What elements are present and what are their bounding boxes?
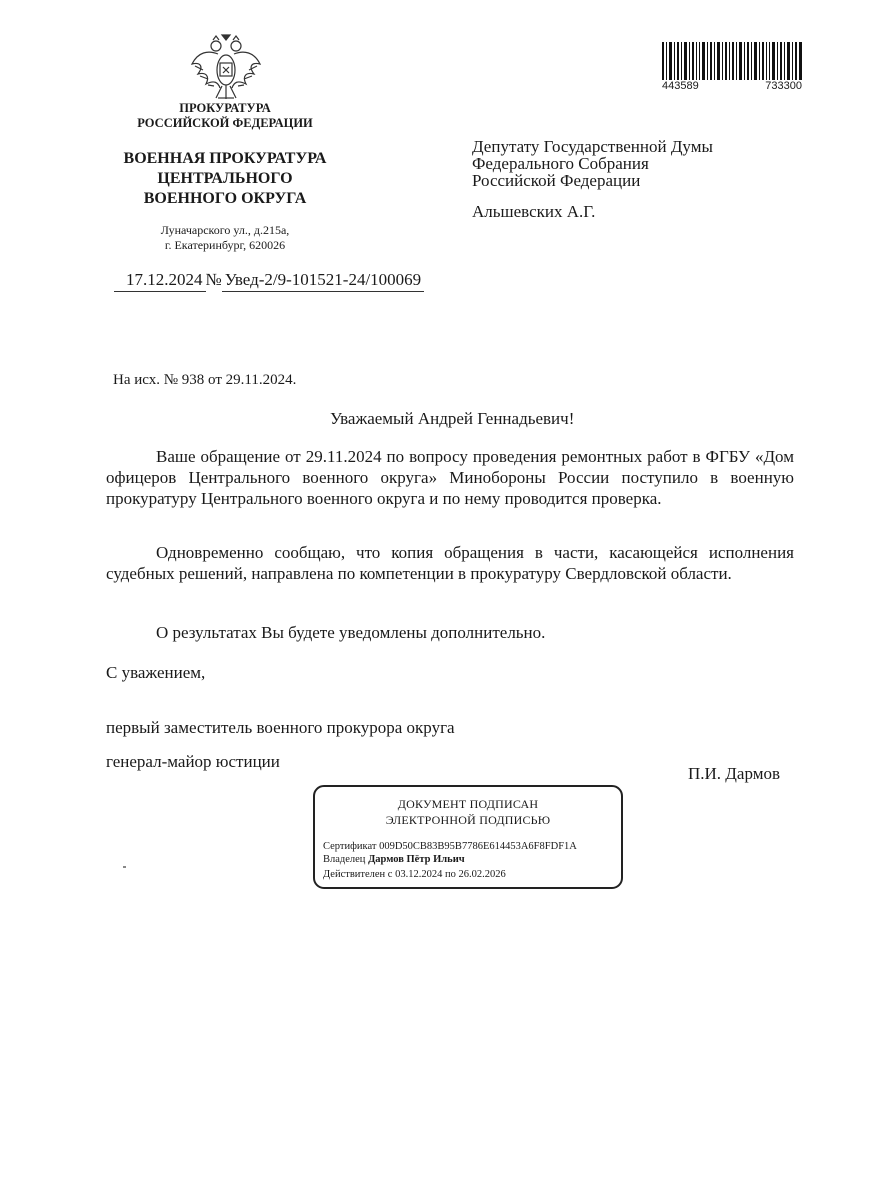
dept-line-2: ЦЕНТРАЛЬНОГО <box>157 170 293 187</box>
closing: С уважением, <box>106 663 206 682</box>
valid-from: 03.12.2024 <box>395 869 443 880</box>
reference-line: На исх. № 938 от 29.11.2024. <box>113 372 297 388</box>
paragraph-2 <box>106 542 794 584</box>
scan-speck <box>123 866 126 868</box>
address-line-2: г. Екатеринбург, 620026 <box>164 238 286 252</box>
paragraph-3-text: О результатах Вы будете уведомлены дополнительно. <box>156 623 546 642</box>
greeting: Уважаемый Андрей Геннадьевич! <box>330 409 575 428</box>
stamp-heading-line-1: ДОКУМЕНТ ПОДПИСАН <box>397 797 539 811</box>
barcode-right-number: 733300 <box>765 80 802 92</box>
sender-address <box>100 223 350 253</box>
electronic-signature-stamp <box>313 785 623 889</box>
barcode-numbers <box>662 80 802 92</box>
owner-label: Владелец <box>323 854 366 865</box>
signer-position-line-1: первый заместитель военного прокурора округа <box>106 718 455 737</box>
organization-name <box>100 101 350 131</box>
paragraph-1-text: Ваше обращение от 29.11.2024 по вопросу проведения ремонтных работ в ФГБУ «Дом офицеров Центрального военного округа» Минобороны России поступило в военную прокуратуру Центрального военного округа и по нему проводится проверка. <box>106 447 794 508</box>
stamp-certificate <box>323 841 577 852</box>
number-sign: № <box>205 270 222 289</box>
barcode-icon <box>662 42 802 84</box>
org-line-2: РОССИЙСКОЙ ФЕДЕРАЦИИ <box>137 116 313 130</box>
registration-number: Увед-2/9-101521-24/100069 <box>222 270 424 292</box>
barcode-left-number: 443589 <box>662 80 699 92</box>
registration-line <box>114 270 424 292</box>
dept-line-3: ВОЕННОГО ОКРУГА <box>143 190 307 207</box>
valid-to: 26.02.2026 <box>458 869 506 880</box>
recipient-line-2: Федерального Собрания <box>472 154 649 173</box>
valid-from-prefix: с <box>387 869 393 880</box>
paragraph-1 <box>106 446 794 509</box>
org-line-1: ПРОКУРАТУРА <box>179 101 271 115</box>
cert-label: Сертификат <box>323 841 377 852</box>
recipient-line-3: Российской Федерации <box>472 171 641 190</box>
stamp-heading <box>315 796 621 828</box>
valid-label: Действителен <box>323 869 386 880</box>
owner-value: Дармов Пётр Ильич <box>368 854 465 865</box>
valid-to-prefix: по <box>444 869 456 880</box>
signer-position-line-2: генерал-майор юстиции <box>106 752 280 771</box>
paragraph-2-text: Одновременно сообщаю, что копия обращения в части, касающейся исполнения судебных решений, направлена по компетенции в прокуратуру Свердловской области. <box>106 543 794 583</box>
stamp-heading-line-2: ЭЛЕКТРОННОЙ ПОДПИСЬЮ <box>385 813 551 827</box>
recipient-line-1: Депутату Государственной Думы <box>472 137 713 156</box>
recipient-title <box>472 138 713 189</box>
stamp-owner <box>323 854 465 865</box>
dept-line-1: ВОЕННАЯ ПРОКУРАТУРА <box>123 150 327 167</box>
stamp-validity <box>323 869 506 880</box>
recipient-name: Альшевских А.Г. <box>472 202 596 221</box>
paragraph-3 <box>106 622 794 643</box>
signer-name: П.И. Дармов <box>688 764 780 783</box>
letter-date: 17.12.2024 <box>114 270 206 292</box>
state-emblem-icon <box>188 30 264 106</box>
department-name <box>100 149 350 209</box>
address-line-1: Луначарского ул., д.215а, <box>160 223 290 237</box>
cert-value: 009D50CB83B95B7786E614453A6F8FDF1A <box>379 841 577 852</box>
